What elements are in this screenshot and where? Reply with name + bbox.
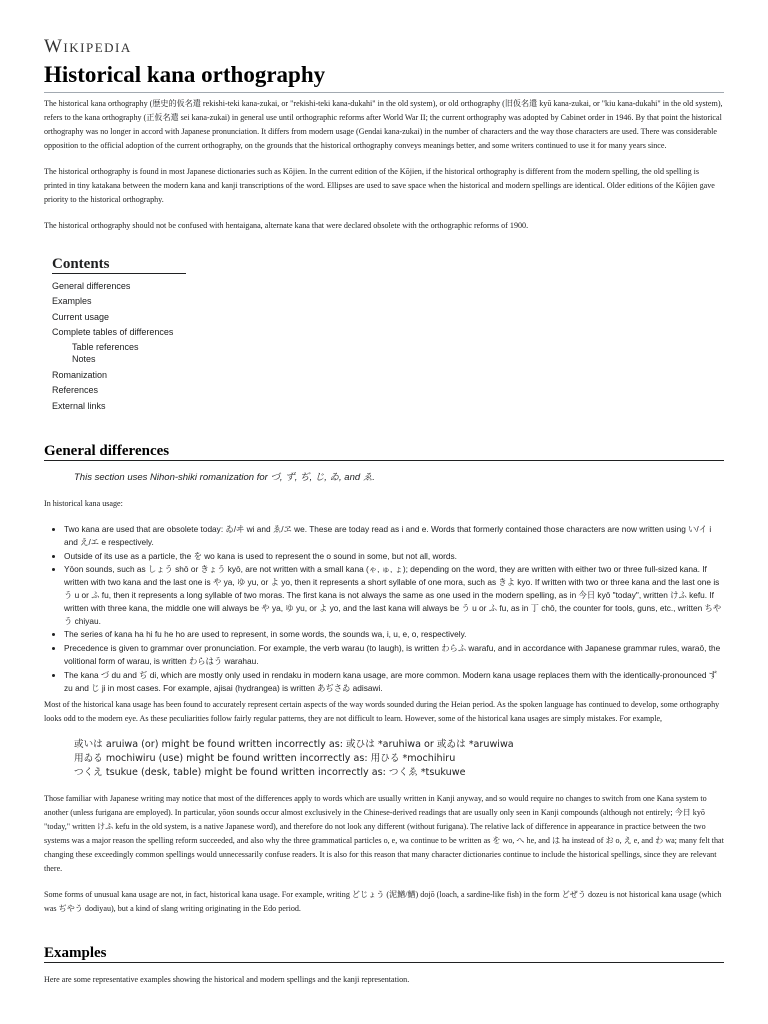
toc-list (52, 279, 186, 414)
article-content (44, 97, 724, 999)
toc-item-examples[interactable]: Examples (52, 296, 92, 307)
intro-paragraph-3: The historical orthography should not be confused with hentaigana, alternate kana that were declared obsolete with the orthographic reforms of 1900. (44, 221, 529, 230)
toc-item-general-differences[interactable]: General differences (52, 281, 131, 291)
list-item: • Yōon sounds, such as しょう shō or きょう kyō, are not written with a small kana (ゃ, ゅ, ょ); depending on the word, they are written with either two or three full-sized kana. If written with two kana and the last one is や ya, ゆ yu, or よ yo, then it represents a short syllable of one mora, such as きよ kyo. If written with two or three kana and the last one is う u or ふ fu, then it represents a long syllable of two moras. The first kana is not always the same as one used in the modern spelling, as in 今日 kyō "today", written けふ kefu. If written with three kana, the middle one will always be や ya, ゆ yu, or よ yo, and the last kana will always be う u or ふ fu, as in 丁 chō, the counter for tools, guns, etc., written ちやう chiyau. (64, 563, 724, 627)
table-of-contents (52, 257, 186, 414)
toc-item-romanization[interactable]: Romanization (52, 369, 108, 380)
list-item: • The series of kana ha hi fu he ho are used to represent, in some words, the sounds wa, i, u, e, o, respectively. (64, 628, 724, 641)
wikipedia-wordmark[interactable]: Wikipedia (44, 36, 132, 57)
toc-item-references[interactable]: References (52, 385, 99, 396)
section-heading-general-differences: General differences (44, 444, 724, 461)
toc-item-external-links[interactable]: External links (52, 400, 106, 411)
toc-subitem-notes[interactable]: Notes (72, 354, 96, 365)
example-line: つくえ tsukue (desk, table) might be found written incorrectly as: つくゑ *tsukuwe (74, 767, 466, 779)
differences-list (44, 523, 724, 694)
toc-title: Contents (52, 257, 186, 274)
examples-intro: Here are some representative examples showing the historical and modern spellings and the kanji representation. (44, 975, 410, 985)
toc-item-complete-tables-label[interactable]: Complete tables of differences (52, 327, 174, 338)
intro-paragraph-2: The historical orthography is found in most Japanese dictionaries such as Kōjien. In the current edition of the Kōjien, if the historical orthography is different from the modern spelling, the old spelling is printed in tiny katakana between the modern kana and kanji transcriptions of the word. Ellipses are used to save space when the historical and modern spellings are identical. Older editions of the Kōjien gave priority to the historical orthography. (44, 167, 715, 204)
general-paragraph-3: Some forms of unusual kana usage are not, in fact, historical kana usage. For example, writing どじょう (泥鰌/鰌) dojō (loach, a sardine-like fish) in the form どぜう dozeu is not historical kana usage (which was ぢやう dodiyau), but a kind of slang writing originating in the Edo period. (44, 890, 722, 914)
toc-sublist (52, 341, 186, 366)
example-line: 或いは aruiwa (or) might be found written incorrectly as: 或ひは *aruhiwa or 或ゐは *aruwiwa (74, 739, 514, 751)
list-item: • The kana づ du and ぢ di, which are mostly only used in rendaku in modern kana usage, are more common. Modern kana usage replaces them with the identically-pronounced ず zu and じ ji in most cases. For example, ajisai (hydrangea) is written あぢさゐ adisawi. (64, 669, 724, 695)
romanization-hatnote: This section uses Nihon-shiki romanization for づ, ず, ぢ, じ, ゐ, and ゑ. (74, 472, 375, 484)
intro-paragraph-1: The historical kana orthography (歴史的仮名遣 rekishi-teki kana-zukai, or "rekishi-teki kana-dukahi" in the old system), or old orthography (旧仮名遣 kyū kana-zukai, or "kiu kana-dukahi" in the old system), refers to the kana orthography (正仮名遣 sei kana-zukai) in general use until orthographic reforms after World War II; the current orthography was adopted by Cabinet order in 1946. By that point the historical orthography was no longer in accord with Japanese pronunciation. It differs from modern usage (Gendai kana-zukai) in the number of characters and the way those characters are used. There was considerable opposition to the official adoption of the current orthography, on the grounds that the historical orthography conveys meanings better, and some writers continued to use it for many years since. (44, 99, 723, 150)
toc-subitem-table-references[interactable]: Table references (72, 341, 139, 352)
page-title: Historical kana orthography (44, 62, 724, 93)
toc-item-complete-tables (52, 325, 186, 366)
list-item: • Precedence is given to grammar over pronunciation. For example, the verb warau (to laugh), is written わらふ warafu, and in accordance with Japanese grammar rules, waraō, the volitional form of warau, is written わらはう warahau. (64, 642, 724, 668)
general-lead: In historical kana usage: (44, 499, 123, 509)
list-item: • Two kana are used that are obsolete today: ゐ/ヰ wi and ゑ/ヱ we. These are today read as i and e. Words that formerly contained those characters are now written using い/イ i and え/エ e respectively. (64, 523, 724, 549)
misspelling-examples (74, 738, 724, 780)
list-item: • Outside of its use as a particle, the を wo kana is used to represent the o sound in some, but not all, words. (64, 550, 724, 563)
general-paragraph-1: Most of the historical kana usage has been found to accurately represent certain aspects of the way words sounded during the Heian period. As the spoken language has continued to develop, some orthography looks odd to the modern eye. As these peculiarities follow fairly regular patterns, they are not difficult to learn. However, some of the historical kana usages are simply mistakes. For example, (44, 700, 720, 724)
example-line: 用ゐる mochiwiru (use) might be found written incorrectly as: 用ひる *mochihiru (74, 753, 456, 765)
general-paragraph-2: Those familiar with Japanese writing may notice that most of the differences apply to words which are usually written in Kanji anyway, and so would require no changes to switch from one Kana system to another (unless furigana are employed). In particular, yōon sounds occur almost exclusively in the Chinese-derived readings that are usually only seen in Kanji compounds (although not entirely; 今日 kyō "today," written けふ kefu in the old system, is a native Japanese word), and therefore do not look any different (without furigana). The relative lack of difference in appearance in practice between the two systems was a major reason the spelling reform succeeded, and also why the three grammatical particles o, e, wa continue to be written as を wo, へ he, and は ha instead of お o, え e, and わ wa; many felt that changing these exceedingly common spellings would unnecessarily confuse readers. It is also for this reason that many character dictionaries continue to include the historical spellings, since they are relevant there. (44, 794, 724, 874)
toc-item-current-usage[interactable]: Current usage (52, 311, 110, 322)
section-heading-examples: Examples (44, 946, 724, 963)
